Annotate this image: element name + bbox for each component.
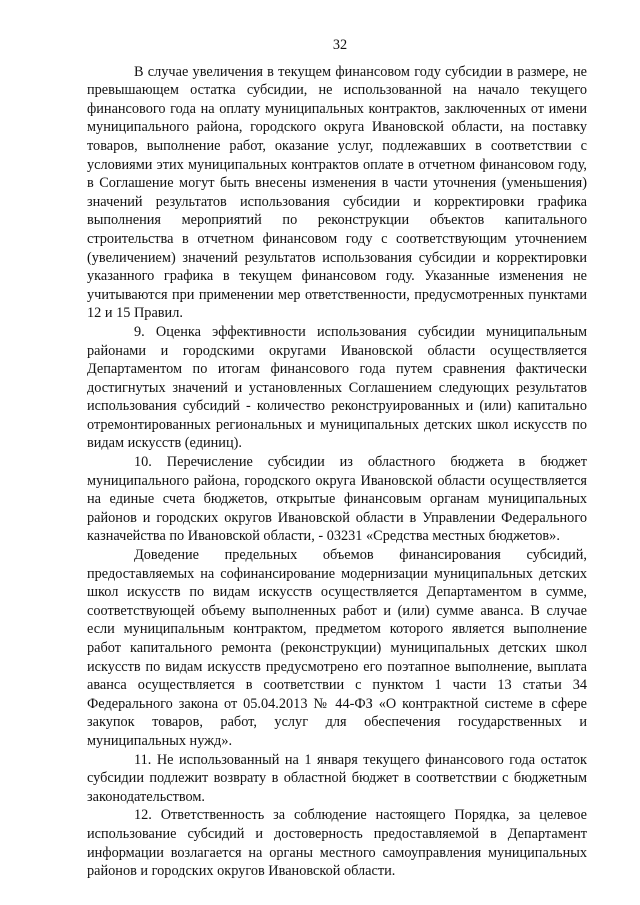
- paragraph-funding-limits: Доведение предельных объемов финансирования субсидий, предоставляемых на софинансирование модернизации муниципальных детских школ искусств по видам искусств осуществляется Департаментом в сумме, соответствующей объему выполненных работ и (или) сумме аванса. В случае если муниципальным контрактом, предметом которого является выполнение работ капитального ремонта (реконструкции) муниципальных детских школ искусств по видам искусств предусмотрено его поэтапное выполнение, выплата аванса осуществляется в соответствии с пунктом 1 части 13 статьи 34 Федерального закона от 05.04.2013 № 44-ФЗ «О контрактной системе в сфере закупок товаров, работ, услуг для обеспечения государственных и муниципальных нужд».: [87, 547, 587, 749]
- paragraph-11-unused-balance: 11. Не использованный на 1 января текущего финансового года остаток субсидии подлежит возврату в областной бюджет в соответствии с бюджетным законодательством.: [87, 751, 587, 805]
- paragraph-12-responsibility: 12. Ответственность за соблюдение настоящего Порядка, за целевое использование субсидий и достоверность предоставляемой в Департамент информации возлагается на органы местного самоуправления муниципальных районов и городских округов Ивановской области.: [87, 807, 587, 880]
- paragraph-10-transfer: 10. Перечисление субсидии из областного бюджета в бюджет муниципального района, городского округа Ивановской области осуществляется на единые счета бюджетов, открытые финансовым органам муниципальных районов и городских округов Ивановской области в Управлении Федерального казначейства по Ивановской области, - 03231 «Средства местных бюджетов».: [87, 454, 587, 545]
- paragraph-9-efficiency-evaluation: 9. Оценка эффективности использования субсидии муниципальным районами и городскими округами Ивановской области осуществляется Департаментом по итогам финансового года путем сравнения фактически достигнутых значений и установленных Соглашением следующих результатов использования субсидий - количество реконструированных и (или) капитально отремонтированных региональных и муниципальных детских школ искусств по видам искусств (единиц).: [87, 323, 587, 452]
- page-number: 32: [332, 37, 348, 53]
- paragraph-subsidy-increase: В случае увеличения в текущем финансовом году субсидии в размере, не превышающем остатка субсидии, не использованной на начало текущего финансового года на оплату муниципальных контрактов, заключенных от имени муниципального района, городского округа Ивановской области, на поставку товаров, выполнение работ, оказание услуг, подлежавших в соответствии с условиями этих муниципальных контрактов оплате в отчетном финансовом году, в Соглашение могут быть внесены изменения в части уточнения (уменьшения) значений результатов использования субсидии и корректировки графика выполнения мероприятий по реконструкции объектов капитального строительства в отчетном финансовом году с соответствующим уточнением (увеличением) значений результатов использования субсидии и корректировки указанного графика в текущем финансовом году. Указанные изменения не учитываются при применении мер ответственности, предусмотренных пунктами 12 и 15 Правил.: [87, 63, 587, 322]
